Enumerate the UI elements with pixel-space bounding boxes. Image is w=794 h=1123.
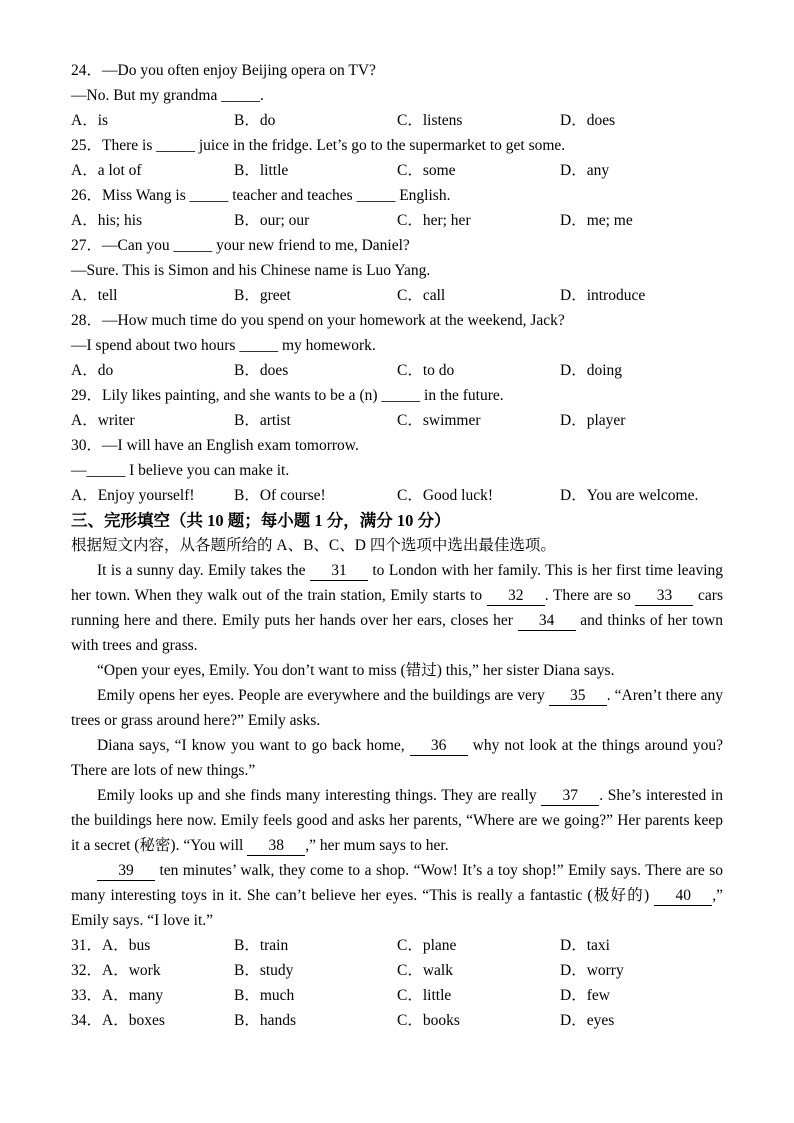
option-b: B．artist	[234, 412, 291, 429]
question-26	[71, 183, 723, 233]
option-a: A．Enjoy yourself!	[71, 487, 195, 504]
cloze-blank-39: 39	[97, 862, 155, 881]
question-25-options	[71, 158, 723, 183]
cloze-paragraph-2: “Open your eyes, Emily. You don’t want to miss (错过) this,” her sister Diana says.	[97, 662, 615, 679]
cloze-question-34-number: 34．	[71, 1012, 103, 1029]
option-d: D．doing	[560, 362, 623, 379]
option-a: A．his; his	[71, 212, 143, 229]
question-28-number: 28．	[71, 312, 103, 329]
option-a: A．do	[71, 362, 114, 379]
cloze-question-31	[71, 933, 723, 958]
question-28-reply: —I spend about two hours _____ my homework.	[71, 337, 376, 354]
option-a-text: A．bus	[102, 937, 151, 954]
option-a	[71, 958, 234, 983]
option-c: C．listens	[397, 112, 463, 129]
option-c: C．her; her	[397, 212, 471, 229]
question-25-text: There is _____ juice in the fridge. Let’s go to the supermarket to get some.	[102, 137, 566, 154]
question-30-text: —I will have an English exam tomorrow.	[102, 437, 359, 454]
question-24-number: 24．	[71, 62, 103, 79]
option-d: D．does	[560, 112, 616, 129]
option-a	[71, 983, 234, 1008]
option-c: C．swimmer	[397, 412, 481, 429]
option-c: C．plane	[397, 937, 457, 954]
cloze-question-31-number: 31．	[71, 937, 103, 954]
option-d: D．me; me	[560, 212, 633, 229]
question-30-number: 30．	[71, 437, 103, 454]
question-29-number: 29．	[71, 387, 103, 404]
option-b: B．much	[234, 987, 295, 1004]
cloze-paragraph-5: Emily looks up and she finds many interesting things. They are really 37 . She’s interested in the buildings here now. Emily feels good and asks her parents, “Where are we going?” Her parents keep it a secret (秘密). “You will 38 ,” her mum says to her.	[71, 787, 723, 854]
cloze-blank-35: 35	[549, 687, 607, 706]
cloze-question-33-number: 33．	[71, 987, 103, 1004]
question-27-text: —Can you _____ your new friend to me, Daniel?	[102, 237, 410, 254]
cloze-question-33	[71, 983, 723, 1008]
question-26-stem	[71, 183, 723, 208]
option-c: C．Good luck!	[397, 487, 494, 504]
question-27-number: 27．	[71, 237, 103, 254]
question-29-text: Lily likes painting, and she wants to be a (n) _____ in the future.	[102, 387, 504, 404]
question-30-stem	[71, 433, 723, 458]
option-a: A．is	[71, 112, 109, 129]
option-d: D．any	[560, 162, 610, 179]
option-a	[71, 1008, 234, 1033]
option-a: A．tell	[71, 287, 118, 304]
cloze-blank-33: 33	[635, 587, 693, 606]
question-28-options	[71, 358, 723, 383]
question-28-stem	[71, 308, 723, 333]
question-27-options	[71, 283, 723, 308]
question-24-reply: —No. But my grandma _____.	[71, 87, 264, 104]
cloze-blank-40: 40	[654, 887, 712, 906]
option-b: B．does	[234, 362, 289, 379]
option-c: C．some	[397, 162, 456, 179]
option-a: A．writer	[71, 412, 135, 429]
option-a	[71, 933, 234, 958]
option-b: B．study	[234, 962, 294, 979]
cloze-blank-32: 32	[487, 587, 545, 606]
question-29	[71, 383, 723, 433]
option-b: B．train	[234, 937, 289, 954]
question-24-options	[71, 108, 723, 133]
question-26-options	[71, 208, 723, 233]
option-a-text: A．many	[102, 987, 164, 1004]
question-30	[71, 433, 723, 508]
cloze-questions-section	[71, 933, 723, 1033]
option-a-text: A．work	[102, 962, 161, 979]
cloze-paragraph-1: It is a sunny day. Emily takes the 31 to London with her family. This is her first time leaving her town. When they walk out of the train station, Emily starts to 32 . There are so 33 cars running here and there. Emily puts her hands over her ears, closes her 34 and thinks of her town with trees and grass.	[71, 562, 724, 654]
cloze-blank-38: 38	[247, 837, 305, 856]
option-b: B．Of course!	[234, 487, 326, 504]
option-c: C．books	[397, 1012, 460, 1029]
question-25-number: 25．	[71, 137, 103, 154]
option-d: D．player	[560, 412, 626, 429]
cloze-blank-37: 37	[541, 787, 599, 806]
question-28	[71, 308, 723, 383]
question-30-reply: —_____ I believe you can make it.	[71, 462, 290, 479]
cloze-paragraph-3: Emily opens her eyes. People are everywhere and the buildings are very 35 . “Aren’t there any trees or grass around here?” Emily asks.	[71, 687, 723, 729]
option-d: D．worry	[560, 962, 624, 979]
option-d: D．introduce	[560, 287, 646, 304]
option-c: C．to do	[397, 362, 455, 379]
question-27	[71, 233, 723, 308]
question-24-stem	[71, 58, 723, 83]
question-27-reply: —Sure. This is Simon and his Chinese name is Luo Yang.	[71, 262, 431, 279]
cloze-question-32	[71, 958, 723, 983]
question-29-options	[71, 408, 723, 433]
option-d: D．eyes	[560, 1012, 615, 1029]
option-d: D．taxi	[560, 937, 610, 954]
option-b: B．little	[234, 162, 289, 179]
option-b: B．do	[234, 112, 276, 129]
cloze-blank-31: 31	[310, 562, 368, 581]
cloze-paragraph-6: 39 ten minutes’ walk, they come to a shop. “Wow! It’s a toy shop!” Emily says. There are so many interesting toys in it. She can’t believe her eyes. “This is really a fantastic (极好的) 40 ,” Emily says. “I love it.”	[71, 862, 723, 929]
option-b: B．our; our	[234, 212, 310, 229]
option-c: C．little	[397, 987, 452, 1004]
question-24	[71, 58, 723, 133]
section-instruction: 根据短文内容，从各题所给的 A、B、C、D 四个选项中选出最佳选项。	[71, 537, 556, 554]
cloze-blank-36: 36	[410, 737, 468, 756]
option-c: C．call	[397, 287, 446, 304]
question-26-number: 26．	[71, 187, 103, 204]
option-d: D．few	[560, 987, 610, 1004]
option-d: D．You are welcome.	[560, 487, 699, 504]
question-25-stem	[71, 133, 723, 158]
section-heading: 三、完形填空（共 10 题；每小题 1 分，满分 10 分）	[71, 511, 451, 530]
question-27-stem	[71, 233, 723, 258]
cloze-question-34	[71, 1008, 723, 1033]
question-28-text: —How much time do you spend on your homework at the weekend, Jack?	[102, 312, 565, 329]
cloze-passage	[71, 558, 723, 933]
cloze-question-32-number: 32．	[71, 962, 103, 979]
question-26-text: Miss Wang is _____ teacher and teaches _____ English.	[102, 187, 451, 204]
single-choice-section	[71, 58, 723, 508]
option-b: B．greet	[234, 287, 291, 304]
option-a: A．a lot of	[71, 162, 142, 179]
question-29-stem	[71, 383, 723, 408]
question-24-text: —Do you often enjoy Beijing opera on TV?	[102, 62, 376, 79]
option-a-text: A．boxes	[102, 1012, 165, 1029]
cloze-paragraph-4: Diana says, “I know you want to go back home, 36 why not look at the things around you? There are lots of new things.”	[71, 737, 723, 779]
option-b: B．hands	[234, 1012, 297, 1029]
question-30-options	[71, 483, 723, 508]
option-c: C．walk	[397, 962, 453, 979]
cloze-blank-34: 34	[518, 612, 576, 631]
question-25	[71, 133, 723, 183]
